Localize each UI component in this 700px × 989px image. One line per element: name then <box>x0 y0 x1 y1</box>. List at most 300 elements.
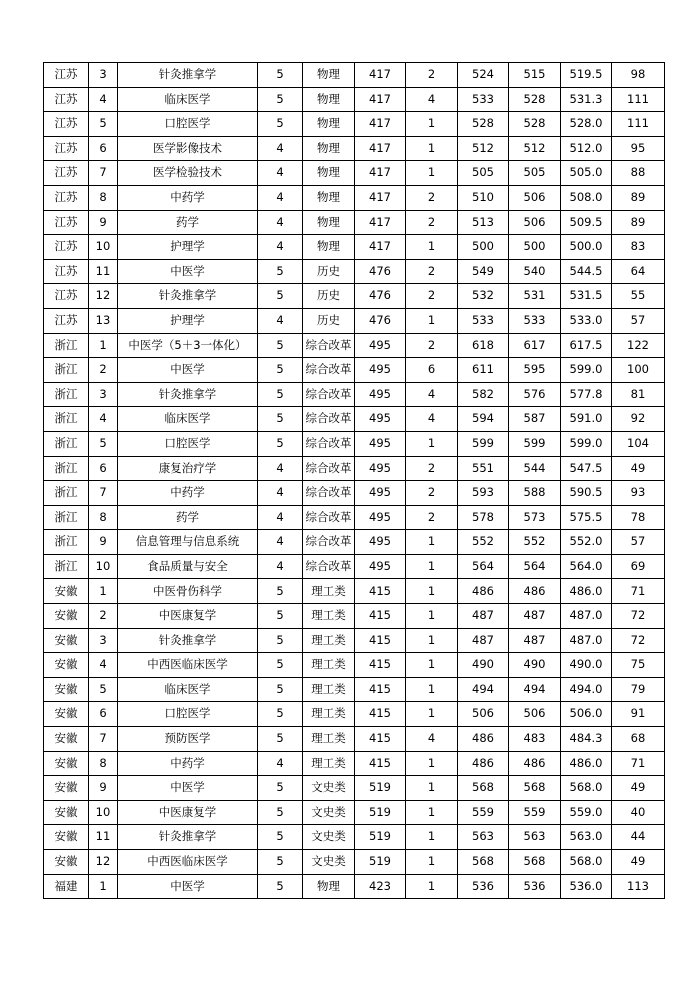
cell-major: 中医学 <box>118 874 258 899</box>
cell-min-score: 500 <box>509 235 561 260</box>
cell-subject: 理工类 <box>303 653 355 678</box>
cell-avg-score: 599.0 <box>561 431 612 456</box>
cell-avg-score: 559.0 <box>561 800 612 825</box>
cell-enrolled: 1 <box>406 112 458 137</box>
cell-seq: 1 <box>89 333 118 358</box>
cell-min-score: 576 <box>509 382 561 407</box>
cell-diff: 57 <box>612 530 665 555</box>
table-row <box>44 776 665 801</box>
cell-province: 江苏 <box>44 136 89 161</box>
cell-diff: 78 <box>612 505 665 530</box>
cell-enrolled: 4 <box>406 407 458 432</box>
cell-years: 5 <box>258 407 303 432</box>
cell-major: 医学检验技术 <box>118 161 258 186</box>
cell-avg-score: 536.0 <box>561 874 612 899</box>
cell-max-score: 500 <box>458 235 509 260</box>
cell-diff: 100 <box>612 358 665 383</box>
table-row <box>44 530 665 555</box>
cell-province: 安徽 <box>44 776 89 801</box>
cell-subject: 综合改革 <box>303 431 355 456</box>
cell-years: 4 <box>258 554 303 579</box>
cell-province: 江苏 <box>44 284 89 309</box>
cell-avg-score: 563.0 <box>561 825 612 850</box>
cell-province: 江苏 <box>44 63 89 88</box>
cell-diff: 88 <box>612 161 665 186</box>
cell-max-score: 593 <box>458 481 509 506</box>
cell-enrolled: 1 <box>406 136 458 161</box>
cell-years: 4 <box>258 505 303 530</box>
cell-major: 针灸推拿学 <box>118 63 258 88</box>
cell-avg-score: 575.5 <box>561 505 612 530</box>
cell-subject: 历史 <box>303 308 355 333</box>
cell-min-score: 505 <box>509 161 561 186</box>
cell-seq: 3 <box>89 63 118 88</box>
cell-enrolled: 2 <box>406 481 458 506</box>
cell-min-score: 563 <box>509 825 561 850</box>
table-row <box>44 63 665 88</box>
cell-control-line: 415 <box>355 604 406 629</box>
table-row <box>44 604 665 629</box>
cell-province: 安徽 <box>44 727 89 752</box>
cell-min-score: 599 <box>509 431 561 456</box>
cell-control-line: 476 <box>355 308 406 333</box>
table-row <box>44 481 665 506</box>
cell-province: 江苏 <box>44 235 89 260</box>
cell-avg-score: 519.5 <box>561 63 612 88</box>
cell-seq: 1 <box>89 579 118 604</box>
cell-max-score: 528 <box>458 112 509 137</box>
cell-diff: 89 <box>612 185 665 210</box>
cell-max-score: 533 <box>458 308 509 333</box>
cell-major: 中医学 <box>118 259 258 284</box>
cell-min-score: 528 <box>509 112 561 137</box>
cell-diff: 83 <box>612 235 665 260</box>
cell-subject: 理工类 <box>303 751 355 776</box>
cell-max-score: 582 <box>458 382 509 407</box>
table-row <box>44 358 665 383</box>
cell-avg-score: 486.0 <box>561 579 612 604</box>
table-row <box>44 136 665 161</box>
cell-control-line: 519 <box>355 825 406 850</box>
cell-province: 浙江 <box>44 505 89 530</box>
cell-years: 4 <box>258 308 303 333</box>
cell-diff: 44 <box>612 825 665 850</box>
table-row <box>44 456 665 481</box>
cell-diff: 104 <box>612 431 665 456</box>
cell-max-score: 506 <box>458 702 509 727</box>
cell-major: 护理学 <box>118 308 258 333</box>
cell-subject: 物理 <box>303 63 355 88</box>
cell-province: 江苏 <box>44 87 89 112</box>
cell-min-score: 486 <box>509 579 561 604</box>
cell-diff: 98 <box>612 63 665 88</box>
cell-province: 江苏 <box>44 308 89 333</box>
cell-min-score: 494 <box>509 677 561 702</box>
cell-min-score: 528 <box>509 87 561 112</box>
cell-subject: 文史类 <box>303 850 355 875</box>
cell-max-score: 568 <box>458 850 509 875</box>
cell-major: 中药学 <box>118 481 258 506</box>
cell-min-score: 487 <box>509 628 561 653</box>
cell-years: 5 <box>258 333 303 358</box>
cell-control-line: 495 <box>355 505 406 530</box>
cell-years: 4 <box>258 456 303 481</box>
cell-control-line: 417 <box>355 185 406 210</box>
table-row <box>44 505 665 530</box>
cell-years: 5 <box>258 112 303 137</box>
cell-control-line: 519 <box>355 800 406 825</box>
cell-control-line: 415 <box>355 751 406 776</box>
cell-years: 5 <box>258 382 303 407</box>
cell-seq: 9 <box>89 776 118 801</box>
table-row <box>44 702 665 727</box>
cell-subject: 物理 <box>303 235 355 260</box>
cell-major: 中医康复学 <box>118 604 258 629</box>
cell-seq: 6 <box>89 136 118 161</box>
cell-min-score: 540 <box>509 259 561 284</box>
cell-max-score: 568 <box>458 776 509 801</box>
cell-years: 5 <box>258 259 303 284</box>
cell-seq: 9 <box>89 210 118 235</box>
cell-seq: 12 <box>89 284 118 309</box>
cell-seq: 5 <box>89 431 118 456</box>
cell-diff: 93 <box>612 481 665 506</box>
table-row <box>44 727 665 752</box>
cell-avg-score: 568.0 <box>561 776 612 801</box>
cell-years: 5 <box>258 800 303 825</box>
cell-seq: 3 <box>89 382 118 407</box>
table-row <box>44 284 665 309</box>
cell-min-score: 512 <box>509 136 561 161</box>
cell-control-line: 495 <box>355 456 406 481</box>
cell-province: 安徽 <box>44 850 89 875</box>
cell-max-score: 611 <box>458 358 509 383</box>
cell-subject: 物理 <box>303 874 355 899</box>
cell-max-score: 487 <box>458 604 509 629</box>
cell-control-line: 417 <box>355 161 406 186</box>
cell-years: 5 <box>258 825 303 850</box>
cell-enrolled: 2 <box>406 284 458 309</box>
cell-years: 4 <box>258 161 303 186</box>
cell-years: 5 <box>258 63 303 88</box>
cell-subject: 文史类 <box>303 825 355 850</box>
cell-subject: 综合改革 <box>303 481 355 506</box>
cell-max-score: 618 <box>458 333 509 358</box>
cell-province: 浙江 <box>44 481 89 506</box>
table-row <box>44 185 665 210</box>
cell-enrolled: 1 <box>406 800 458 825</box>
cell-major: 中西医临床医学 <box>118 850 258 875</box>
cell-years: 5 <box>258 702 303 727</box>
cell-seq: 3 <box>89 628 118 653</box>
cell-diff: 79 <box>612 677 665 702</box>
cell-years: 5 <box>258 628 303 653</box>
cell-subject: 理工类 <box>303 628 355 653</box>
cell-control-line: 495 <box>355 407 406 432</box>
cell-control-line: 476 <box>355 284 406 309</box>
cell-subject: 综合改革 <box>303 358 355 383</box>
cell-max-score: 559 <box>458 800 509 825</box>
cell-enrolled: 4 <box>406 382 458 407</box>
cell-diff: 95 <box>612 136 665 161</box>
cell-max-score: 564 <box>458 554 509 579</box>
cell-province: 浙江 <box>44 456 89 481</box>
cell-years: 5 <box>258 850 303 875</box>
cell-enrolled: 1 <box>406 825 458 850</box>
cell-subject: 理工类 <box>303 604 355 629</box>
cell-seq: 2 <box>89 358 118 383</box>
cell-province: 安徽 <box>44 579 89 604</box>
cell-enrolled: 1 <box>406 653 458 678</box>
cell-subject: 物理 <box>303 185 355 210</box>
cell-diff: 72 <box>612 604 665 629</box>
cell-province: 福建 <box>44 874 89 899</box>
cell-major: 药学 <box>118 210 258 235</box>
cell-major: 针灸推拿学 <box>118 284 258 309</box>
cell-min-score: 536 <box>509 874 561 899</box>
cell-enrolled: 1 <box>406 308 458 333</box>
cell-enrolled: 2 <box>406 456 458 481</box>
cell-enrolled: 1 <box>406 579 458 604</box>
cell-province: 江苏 <box>44 185 89 210</box>
cell-control-line: 495 <box>355 358 406 383</box>
cell-control-line: 495 <box>355 530 406 555</box>
cell-diff: 71 <box>612 579 665 604</box>
cell-max-score: 524 <box>458 63 509 88</box>
cell-years: 5 <box>258 727 303 752</box>
cell-seq: 9 <box>89 530 118 555</box>
cell-avg-score: 531.5 <box>561 284 612 309</box>
cell-avg-score: 577.8 <box>561 382 612 407</box>
cell-major: 医学影像技术 <box>118 136 258 161</box>
cell-diff: 89 <box>612 210 665 235</box>
table-row <box>44 431 665 456</box>
cell-subject: 综合改革 <box>303 407 355 432</box>
cell-avg-score: 494.0 <box>561 677 612 702</box>
cell-max-score: 486 <box>458 751 509 776</box>
cell-subject: 理工类 <box>303 702 355 727</box>
cell-province: 安徽 <box>44 702 89 727</box>
cell-min-score: 506 <box>509 210 561 235</box>
cell-seq: 8 <box>89 185 118 210</box>
cell-diff: 69 <box>612 554 665 579</box>
cell-avg-score: 500.0 <box>561 235 612 260</box>
cell-control-line: 495 <box>355 333 406 358</box>
cell-province: 安徽 <box>44 653 89 678</box>
cell-max-score: 513 <box>458 210 509 235</box>
cell-major: 中药学 <box>118 185 258 210</box>
cell-subject: 综合改革 <box>303 382 355 407</box>
cell-diff: 72 <box>612 628 665 653</box>
cell-enrolled: 1 <box>406 751 458 776</box>
cell-avg-score: 552.0 <box>561 530 612 555</box>
cell-control-line: 415 <box>355 702 406 727</box>
cell-enrolled: 1 <box>406 604 458 629</box>
cell-control-line: 495 <box>355 431 406 456</box>
cell-diff: 55 <box>612 284 665 309</box>
cell-subject: 理工类 <box>303 579 355 604</box>
cell-subject: 理工类 <box>303 677 355 702</box>
table-row <box>44 825 665 850</box>
cell-seq: 6 <box>89 702 118 727</box>
cell-seq: 10 <box>89 235 118 260</box>
cell-enrolled: 1 <box>406 874 458 899</box>
cell-max-score: 490 <box>458 653 509 678</box>
cell-max-score: 487 <box>458 628 509 653</box>
cell-major: 护理学 <box>118 235 258 260</box>
cell-max-score: 505 <box>458 161 509 186</box>
cell-enrolled: 6 <box>406 358 458 383</box>
cell-max-score: 486 <box>458 579 509 604</box>
cell-seq: 10 <box>89 554 118 579</box>
cell-province: 安徽 <box>44 825 89 850</box>
cell-enrolled: 2 <box>406 63 458 88</box>
cell-seq: 13 <box>89 308 118 333</box>
table-row <box>44 850 665 875</box>
cell-control-line: 417 <box>355 87 406 112</box>
cell-major: 口腔医学 <box>118 431 258 456</box>
cell-subject: 文史类 <box>303 800 355 825</box>
cell-enrolled: 2 <box>406 259 458 284</box>
cell-avg-score: 590.5 <box>561 481 612 506</box>
cell-control-line: 417 <box>355 63 406 88</box>
cell-major: 临床医学 <box>118 677 258 702</box>
cell-seq: 6 <box>89 456 118 481</box>
cell-control-line: 519 <box>355 850 406 875</box>
cell-min-score: 515 <box>509 63 561 88</box>
cell-max-score: 494 <box>458 677 509 702</box>
table-row <box>44 874 665 899</box>
cell-diff: 111 <box>612 87 665 112</box>
cell-years: 5 <box>258 358 303 383</box>
cell-avg-score: 484.3 <box>561 727 612 752</box>
cell-min-score: 595 <box>509 358 561 383</box>
cell-diff: 71 <box>612 751 665 776</box>
cell-enrolled: 1 <box>406 702 458 727</box>
cell-enrolled: 1 <box>406 530 458 555</box>
cell-min-score: 483 <box>509 727 561 752</box>
table-row <box>44 87 665 112</box>
cell-control-line: 415 <box>355 579 406 604</box>
cell-major: 信息管理与信息系统 <box>118 530 258 555</box>
cell-diff: 49 <box>612 850 665 875</box>
cell-avg-score: 544.5 <box>561 259 612 284</box>
cell-major: 预防医学 <box>118 727 258 752</box>
cell-years: 5 <box>258 776 303 801</box>
cell-control-line: 495 <box>355 481 406 506</box>
cell-subject: 物理 <box>303 87 355 112</box>
cell-subject: 综合改革 <box>303 530 355 555</box>
cell-min-score: 487 <box>509 604 561 629</box>
cell-max-score: 552 <box>458 530 509 555</box>
cell-avg-score: 487.0 <box>561 604 612 629</box>
cell-years: 5 <box>258 431 303 456</box>
cell-major: 中医骨伤科学 <box>118 579 258 604</box>
cell-years: 4 <box>258 185 303 210</box>
cell-min-score: 533 <box>509 308 561 333</box>
table-row <box>44 259 665 284</box>
cell-major: 临床医学 <box>118 87 258 112</box>
cell-seq: 1 <box>89 874 118 899</box>
cell-enrolled: 1 <box>406 235 458 260</box>
cell-enrolled: 1 <box>406 161 458 186</box>
cell-max-score: 599 <box>458 431 509 456</box>
cell-seq: 2 <box>89 604 118 629</box>
table-row <box>44 333 665 358</box>
cell-min-score: 544 <box>509 456 561 481</box>
cell-subject: 历史 <box>303 284 355 309</box>
cell-years: 5 <box>258 874 303 899</box>
cell-major: 中医康复学 <box>118 800 258 825</box>
cell-subject: 综合改革 <box>303 333 355 358</box>
cell-max-score: 486 <box>458 727 509 752</box>
cell-subject: 物理 <box>303 161 355 186</box>
cell-diff: 40 <box>612 800 665 825</box>
cell-avg-score: 568.0 <box>561 850 612 875</box>
cell-control-line: 417 <box>355 112 406 137</box>
cell-max-score: 578 <box>458 505 509 530</box>
cell-major: 口腔医学 <box>118 112 258 137</box>
cell-diff: 111 <box>612 112 665 137</box>
cell-control-line: 476 <box>355 259 406 284</box>
cell-control-line: 519 <box>355 776 406 801</box>
cell-min-score: 588 <box>509 481 561 506</box>
cell-major: 中医学 <box>118 776 258 801</box>
cell-enrolled: 2 <box>406 185 458 210</box>
cell-enrolled: 1 <box>406 776 458 801</box>
cell-enrolled: 1 <box>406 554 458 579</box>
cell-subject: 综合改革 <box>303 505 355 530</box>
cell-major: 针灸推拿学 <box>118 825 258 850</box>
cell-province: 江苏 <box>44 210 89 235</box>
cell-control-line: 417 <box>355 235 406 260</box>
cell-major: 中医学 <box>118 358 258 383</box>
cell-seq: 7 <box>89 481 118 506</box>
cell-avg-score: 599.0 <box>561 358 612 383</box>
cell-control-line: 417 <box>355 136 406 161</box>
cell-min-score: 587 <box>509 407 561 432</box>
cell-diff: 49 <box>612 776 665 801</box>
cell-major: 针灸推拿学 <box>118 628 258 653</box>
table-row <box>44 407 665 432</box>
cell-avg-score: 508.0 <box>561 185 612 210</box>
cell-seq: 7 <box>89 161 118 186</box>
cell-enrolled: 2 <box>406 210 458 235</box>
cell-province: 浙江 <box>44 431 89 456</box>
cell-major: 口腔医学 <box>118 702 258 727</box>
cell-seq: 11 <box>89 825 118 850</box>
cell-major: 中西医临床医学 <box>118 653 258 678</box>
cell-enrolled: 1 <box>406 850 458 875</box>
cell-years: 4 <box>258 210 303 235</box>
cell-min-score: 486 <box>509 751 561 776</box>
cell-subject: 综合改革 <box>303 456 355 481</box>
cell-min-score: 568 <box>509 776 561 801</box>
cell-major: 临床医学 <box>118 407 258 432</box>
cell-years: 4 <box>258 136 303 161</box>
cell-province: 浙江 <box>44 333 89 358</box>
table-row <box>44 628 665 653</box>
cell-province: 安徽 <box>44 677 89 702</box>
cell-avg-score: 509.5 <box>561 210 612 235</box>
cell-diff: 68 <box>612 727 665 752</box>
cell-enrolled: 4 <box>406 727 458 752</box>
cell-province: 浙江 <box>44 554 89 579</box>
cell-max-score: 551 <box>458 456 509 481</box>
cell-seq: 4 <box>89 407 118 432</box>
table-row <box>44 800 665 825</box>
cell-control-line: 495 <box>355 382 406 407</box>
